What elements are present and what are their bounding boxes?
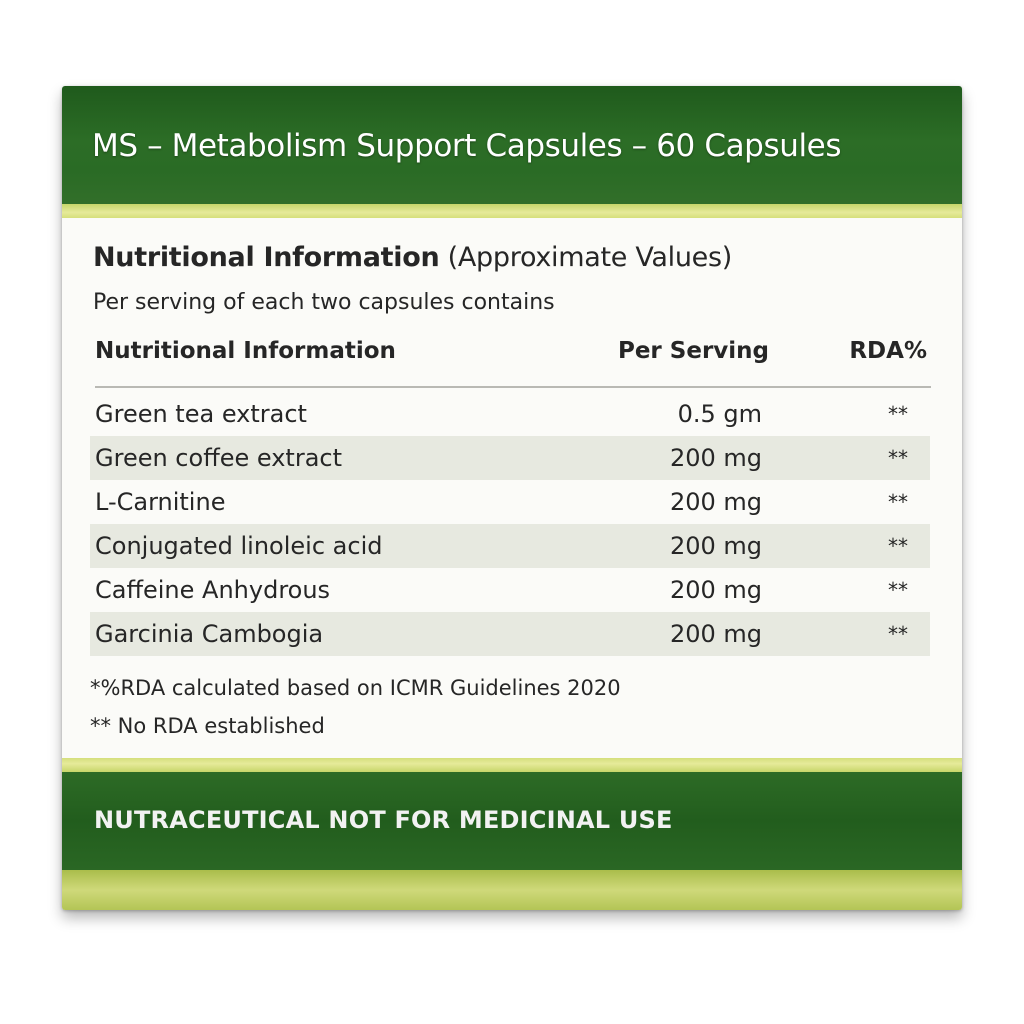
nutrition-panel xyxy=(62,218,962,758)
per-serving-value: 200 mg xyxy=(669,576,762,604)
rda-value: ** xyxy=(888,490,908,514)
table-row xyxy=(90,480,930,524)
rda-footnote: *%RDA calculated based on ICMR Guidelines 2020 xyxy=(90,676,621,700)
per-serving-value: 200 mg xyxy=(669,620,762,648)
nutrition-table-body xyxy=(90,392,930,656)
nutrient-name: Green coffee extract xyxy=(95,444,343,472)
nutrition-heading-strong: Nutritional Information xyxy=(93,242,440,273)
table-row xyxy=(90,612,930,656)
nutrient-name: L-Carnitine xyxy=(95,488,226,516)
per-serving-value: 200 mg xyxy=(669,532,762,560)
nutrient-name: Garcinia Cambogia xyxy=(95,620,324,648)
rda-value: ** xyxy=(888,578,908,602)
table-row xyxy=(90,392,930,436)
footer-base-stripe xyxy=(62,870,962,910)
table-row xyxy=(90,436,930,480)
rda-value: ** xyxy=(888,534,908,558)
table-row xyxy=(90,524,930,568)
nutrition-heading xyxy=(93,242,732,273)
footer-band xyxy=(62,772,962,870)
rda-value: ** xyxy=(888,446,908,470)
disclaimer-text: NUTRACEUTICAL NOT FOR MEDICINAL USE xyxy=(94,806,673,834)
rda-value: ** xyxy=(888,402,908,426)
serving-note: Per serving of each two capsules contains xyxy=(93,290,555,315)
header-per-serving: Per Serving xyxy=(617,338,769,364)
supplement-label xyxy=(62,86,962,910)
nutrition-heading-qualifier: (Approximate Values) xyxy=(439,242,732,273)
header-stripe xyxy=(62,204,962,218)
table-header xyxy=(95,336,931,388)
nutrient-name: Green tea extract xyxy=(95,400,307,428)
per-serving-value: 200 mg xyxy=(669,488,762,516)
per-serving-value: 200 mg xyxy=(669,444,762,472)
footer-stripe xyxy=(62,758,962,772)
product-title: MS – Metabolism Support Capsules – 60 Capsules xyxy=(92,128,842,164)
nutrient-name: Caffeine Anhydrous xyxy=(95,576,331,604)
table-row xyxy=(90,568,930,612)
header-rda: RDA% xyxy=(849,338,927,364)
header-band xyxy=(62,86,962,208)
no-rda-footnote: ** No RDA established xyxy=(90,714,325,738)
header-nutrient: Nutritional Information xyxy=(95,338,396,364)
per-serving-value: 0.5 gm xyxy=(677,400,762,428)
rda-value: ** xyxy=(888,622,908,646)
nutrient-name: Conjugated linoleic acid xyxy=(95,532,383,560)
